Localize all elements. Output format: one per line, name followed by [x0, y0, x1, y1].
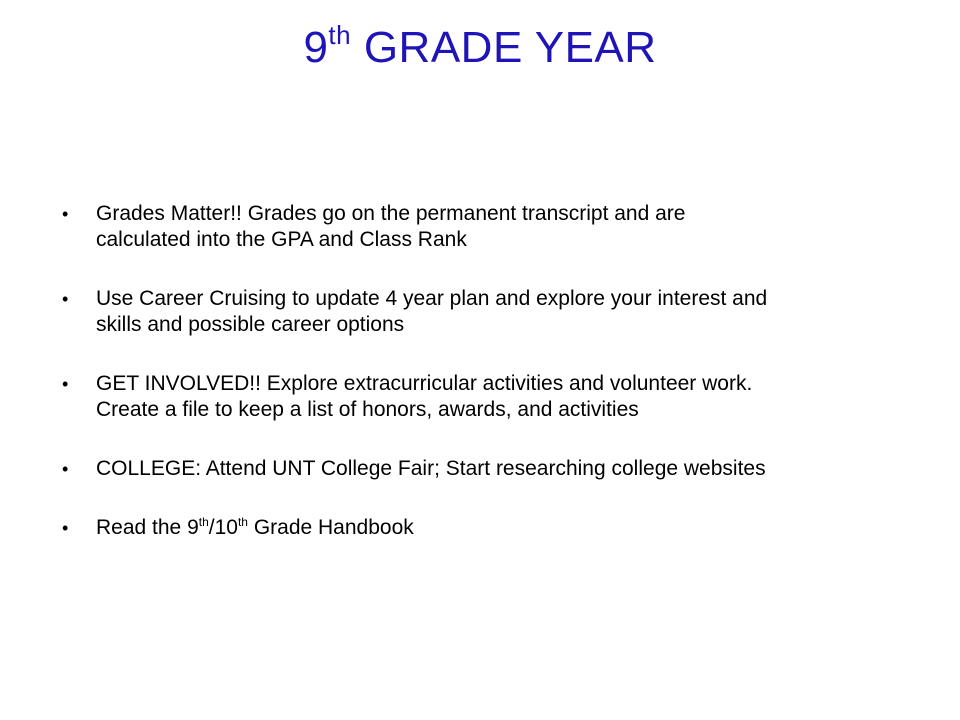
slide-title: [0, 18, 960, 83]
bullet-superscript: th: [198, 515, 209, 529]
bullet-text-line: Use Career Cruising to update 4 year plan and explore your interest and: [96, 287, 768, 310]
bullet-text-line: GET INVOLVED!! Explore extracurricular activities and volunteer work.: [96, 372, 753, 395]
title-superscript: th: [328, 20, 352, 50]
bullet-item: [62, 371, 882, 423]
bullet-text-line: COLLEGE: Attend UNT College Fair; Start researching college websites: [96, 457, 766, 480]
bullet-text-part: Grade Handbook: [247, 516, 414, 539]
bullet-item: [62, 515, 882, 543]
bullet-icon: •: [62, 374, 69, 394]
bullet-list: [62, 201, 882, 576]
bullet-text-line: calculated into the GPA and Class Rank: [96, 228, 467, 251]
bullet-text-line: Create a file to keep a list of honors, awards, and activities: [96, 398, 639, 421]
bullet-superscript: th: [237, 515, 248, 529]
bullet-text-part: Read the 9: [96, 516, 199, 539]
bullet-text-part: /10: [208, 516, 238, 539]
bullet-text-line: Grades Matter!! Grades go on the permanent transcript and are: [96, 202, 686, 225]
bullet-text-line: skills and possible career options: [96, 313, 405, 336]
bullet-icon: •: [62, 289, 69, 309]
bullet-icon: •: [62, 459, 69, 479]
title-number: 9: [303, 23, 329, 72]
bullet-icon: •: [62, 204, 69, 224]
bullet-item: [62, 201, 882, 253]
title-text: GRADE YEAR: [351, 23, 657, 72]
bullet-item: [62, 456, 882, 482]
bullet-icon: •: [62, 518, 69, 538]
bullet-item: [62, 286, 882, 338]
